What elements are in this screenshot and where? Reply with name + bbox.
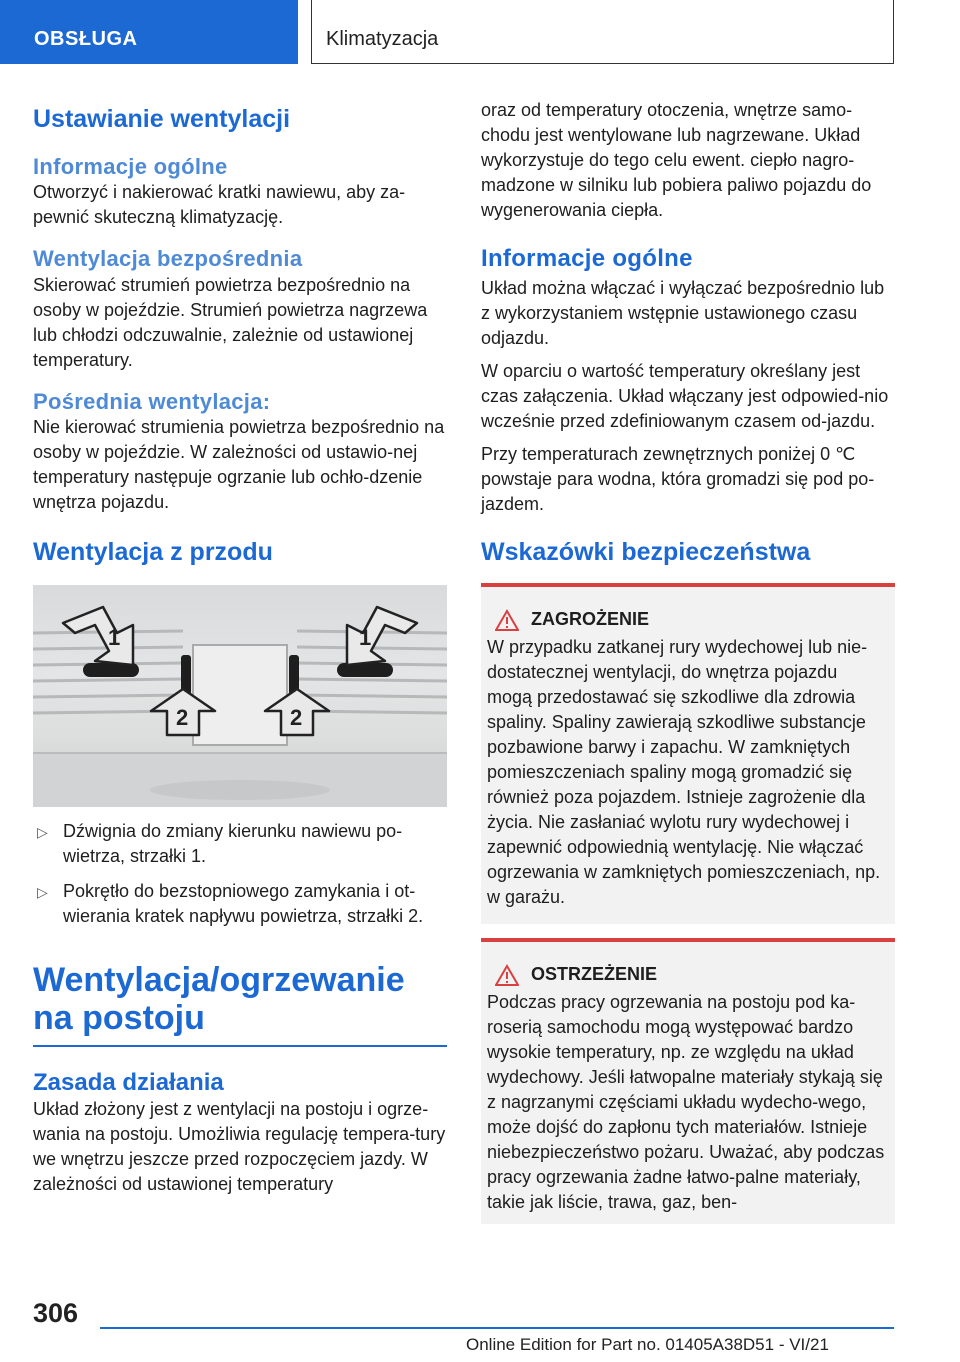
paragraph-principle: Układ złożony jest z wentylacji na postoju i ogrze-wania na postoju. Umożliwia regulację tempera-tury we wnętrzu jeszcze przed rozpoczęciem jazdy. W zależności od ustawionej temperatury	[33, 1099, 446, 1195]
list-item: ▷ Pokrętło do bezstopniowego zamykania i ot-wierania kratek napływu powietrza, strzałki 2.	[37, 881, 424, 927]
paragraph-low-temperature: Przy temperaturach zewnętrznych poniżej 0 ℃ powstaje para wodna, która gromadzi się pod po-jazdem.	[481, 443, 875, 514]
paragraph-direct-ventilation: Skierować strumień powietrza bezpośrednio na osoby w pojeździe. Strumień powietrza nagrzewa lub chłodzi odczuwalnie, zależnie od ustawionej temperatury.	[33, 274, 428, 370]
paragraph-activation-time: W oparciu o wartość temperatury określany jest czas załączenia. Układ włączany jest odpowied-nio wcześnie przed zdefiniowanym czasem od-jazdu.	[481, 360, 889, 431]
figure-label-2-right: 2	[290, 705, 303, 731]
warning-triangle-icon	[495, 609, 519, 631]
paragraph-continued: oraz od temperatury otoczenia, wnętrze samo-chodu jest wentylowane lub nagrzewane. Układ wykorzystuje do tego celu ewent. ciepło nagro-madzone w silniku lub pobiera paliwo pojazdu do wygenerowania ciepła.	[481, 100, 872, 220]
figure-label-1-left: 1	[108, 625, 121, 651]
warning-box	[481, 938, 895, 1224]
heading-front-ventilation: Wentylacja z przodu	[33, 538, 273, 567]
section-tab: OBSŁUGA	[0, 0, 298, 64]
edition-footer: Online Edition for Part no. 01405A38D51 - VI/21	[466, 1335, 829, 1354]
danger-text: W przypadku zatkanej rury wydechowej lub nie-dostatecznej wentylacji, do wnętrza pojazdu mogą przedostawać się szkodliwe dla zdrowia spaliny. Spaliny zawierają szkodliwe substancje pozbawione barwy i zapachu. W zamkniętych pomieszczeniach spaliny mogą gromadzić się również poza pojazdem. Istnieje zagrożenie dla życia. Nie zasłaniać wylotu rury wydechowej i zapewnić odpowiednią wentylację. Nie włączać ogrzewania w zamkniętych pomieszczeniach, np. w garażu.	[487, 636, 881, 907]
danger-title: ZAGROŻENIE	[531, 609, 650, 630]
warning-triangle-icon	[495, 964, 519, 986]
heading-safety: Wskazówki bezpieczeństwa	[481, 537, 811, 566]
vent-illustration	[33, 585, 447, 807]
triangle-bullet-icon: ▷	[37, 884, 48, 901]
heading-general-info: Informacje ogólne	[33, 154, 228, 179]
vent-figure	[33, 585, 447, 807]
left-column	[33, 98, 447, 1211]
heading-rule	[33, 1045, 447, 1047]
figure-label-2-left: 2	[176, 705, 189, 731]
list-item: ▷ Dźwignia do zmiany kierunku nawiewu po-wietrza, strzałki 1.	[37, 821, 403, 867]
triangle-bullet-icon: ▷	[37, 824, 48, 841]
paragraph-general-info: Otworzyć i nakierować kratki nawiewu, aby za-pewnić skuteczną klimatyzację.	[33, 182, 406, 228]
page-number: 306	[33, 1298, 79, 1328]
danger-box	[481, 583, 895, 924]
vent-list	[33, 819, 447, 929]
footer-rule	[100, 1327, 894, 1329]
warning-text: Podczas pracy ogrzewania na postoju pod ka-roserią samochodu mogą występować bardzo wysokie temperatury, np. ze względu na układ wydechowy. Jeśli łatwopalne materiały stykają się z nagrzanymi częściami układu wydecho-wego, może dojść do zapłonu tych materiałów. Istnieje niebezpieczeństwo pożaru. Uważać, aby podczas pracy ogrzewania żadne łatwo-palne materiały, takie jak liście, trawa, gaz, ben-	[487, 991, 885, 1212]
figure-label-1-right: 1	[359, 625, 372, 651]
chapter-title: Klimatyzacja	[311, 0, 894, 64]
right-column	[481, 98, 895, 1224]
heading-indirect-ventilation: Pośrednia wentylacja:	[33, 388, 271, 414]
warning-title: OSTRZEŻENIE	[531, 964, 658, 985]
heading-direct-ventilation: Wentylacja bezpośrednia	[33, 246, 303, 272]
heading-principle: Zasada działania	[33, 1068, 224, 1096]
heading-parking-heating: Wentylacja/ogrzewanie na postoju	[33, 961, 405, 1038]
paragraph-indirect-ventilation: Nie kierować strumienia powietrza bezpośrednio na osoby w pojeździe. W zależności od ustawio-nej temperatury następuje ogrzanie lub ochło-dzenie wnętrza pojazdu.	[33, 417, 445, 513]
heading-ventilation: Ustawianie wentylacji	[33, 105, 291, 133]
paragraph-switching: Układ można włączać i wyłączać bezpośrednio lub z wykorzystaniem wstępnie ustawionego czasu odjazdu.	[481, 277, 885, 348]
heading-general-info-2: Informacje ogólne	[481, 245, 693, 272]
